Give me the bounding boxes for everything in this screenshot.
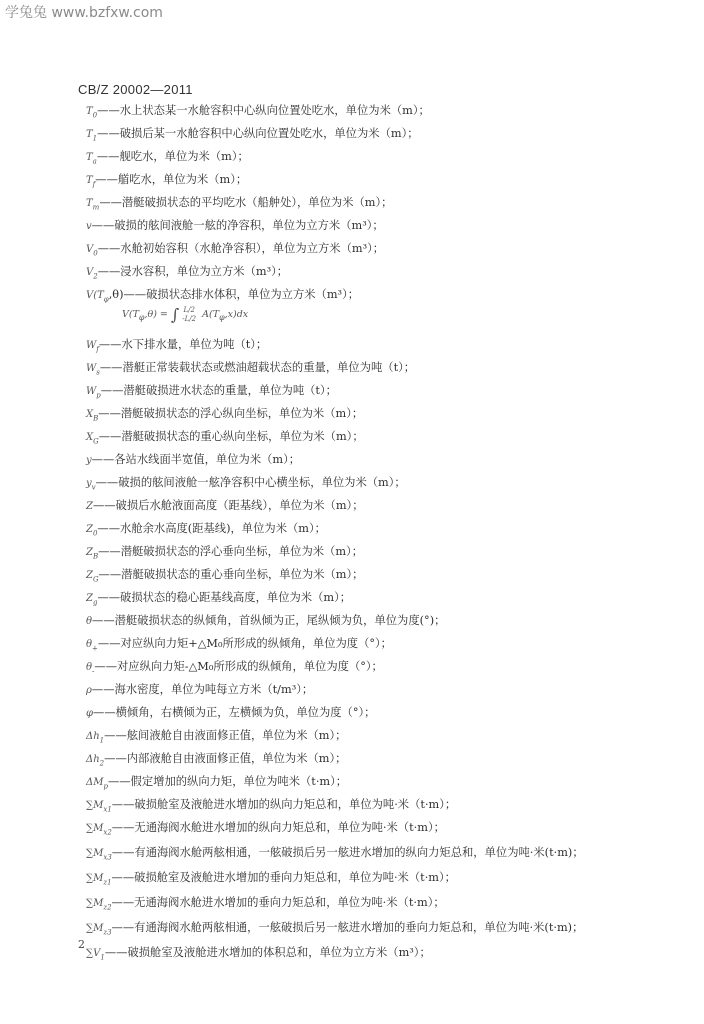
formula-rhs: A(T <box>202 309 220 320</box>
definition-text: ——水舱初始容积（水舱净容积），单位为立方米（m³）； <box>97 242 385 255</box>
definition-symbol: Z <box>86 593 93 604</box>
definition-row <box>86 150 249 168</box>
definition-row <box>86 568 363 586</box>
definition-row <box>86 660 383 678</box>
page-number: 2 <box>78 938 85 951</box>
integral-lower: -L/2 <box>182 314 197 323</box>
definition-text: ——潜艇破损状态的浮心纵向坐标，单位为米（m）； <box>98 407 364 420</box>
definition-symbol: ΔM <box>86 777 104 788</box>
definition-symbol: y <box>86 478 92 489</box>
definition-symbol: y <box>86 455 92 466</box>
definition-row <box>86 522 326 540</box>
definition-text: ——破损舱室及液舱进水增加的纵向力矩总和，单位为吨·米（t·m）； <box>111 798 457 811</box>
definition-text: ——无通海阀水舱进水增加的垂向力矩总和，单位为吨·米（t·m）； <box>111 896 445 909</box>
definition-text: ——破损状态的稳心距基线高度，单位为米（m）； <box>97 591 352 604</box>
definition-row <box>86 775 347 793</box>
definition-subscript: s <box>96 368 100 377</box>
definition-symbol: v <box>86 221 92 232</box>
definition-text: ——水下排水量，单位为吨（t）； <box>98 338 268 351</box>
definition-symbol: X <box>86 432 94 443</box>
definition-text: ——对应纵向力矩+△M₀所形成的纵倾角，单位为度（°）； <box>97 637 392 650</box>
definition-subscript: g <box>92 598 98 607</box>
definition-text: ——破损后水舱液面高度（距基线），单位为米（m）； <box>92 499 364 512</box>
definition-text: ——潜艇破损状态的纵倾角，首纵倾为正，尾纵倾为负，单位为度(°)； <box>92 614 446 627</box>
definition-text: ——各站水线面半宽值，单位为米（m）； <box>91 453 301 466</box>
definition-subscript: x3 <box>103 853 112 862</box>
definition-subscript: x2 <box>103 828 112 837</box>
definition-subscript: - <box>92 667 95 676</box>
definition-symbol: T <box>86 106 93 117</box>
definition-row <box>86 545 363 563</box>
definition-row <box>86 338 267 356</box>
definition-text: ——潜艇破损状态的浮心垂向坐标，单位为米（m）； <box>98 545 364 558</box>
definition-symbol: ∑M <box>86 800 104 811</box>
definition-text: ——水舱余水高度(距基线)，单位为米（m）； <box>97 522 326 535</box>
definition-subscript: 1 <box>99 736 105 745</box>
definition-row <box>86 476 406 494</box>
definition-row <box>86 729 346 747</box>
integral-upper: L/2 <box>183 305 195 314</box>
definition-text: ——浸水容积，单位为立方米（m³）； <box>97 265 289 278</box>
definition-text: ——舷间液舱自由液面修正值，单位为米（m）； <box>104 729 347 742</box>
definition-subscript: φ <box>103 295 109 304</box>
definition-symbol: ∑M <box>86 823 104 834</box>
definition-row <box>86 846 584 864</box>
formula-lhs: V(T <box>122 309 139 320</box>
definition-row <box>86 219 384 237</box>
definition-symbol: V(T <box>86 290 104 301</box>
definition-symbol: V <box>86 267 94 278</box>
definition-row <box>86 499 364 517</box>
definition-symbol: Z <box>86 524 93 535</box>
definition-subscript: x1 <box>103 805 112 814</box>
definition-text: ——潜艇破损状态的重心垂向坐标，单位为米（m）； <box>98 568 364 581</box>
definition-text: ——有通海阀水舱两舷相通，一舷破损后另一舷进水增加的纵向力矩总和，单位为吨·米(t·m)； <box>111 846 584 859</box>
definition-symbol: T <box>86 129 93 140</box>
definition-row <box>86 288 359 306</box>
definition-subscript: 1 <box>92 134 98 143</box>
definition-row <box>86 407 363 425</box>
definition-row <box>86 798 456 816</box>
definition-text: ——破损的舷间液舱一舷的净容积，单位为立方米（m³）； <box>91 219 384 232</box>
definition-text: ——海水密度，单位为吨每立方米（t/m³）； <box>91 683 314 696</box>
definition-row <box>86 821 445 839</box>
definition-subscript: B <box>93 414 99 423</box>
definition-text: ——舰吃水，单位为米（m）； <box>96 150 249 163</box>
definition-row <box>86 614 445 632</box>
definition-symbol: T <box>86 152 93 163</box>
definition-row <box>86 430 364 448</box>
definition-text: ——潜艇破损状态的平均吃水（船舯处），单位为米（m）； <box>99 196 393 209</box>
definition-text: ——破损后某一水舱容积中心纵向位置处吃水，单位为米（m）； <box>97 127 419 140</box>
definition-row <box>86 265 288 283</box>
definition-text: ——横倾角，右横倾为正，左横倾为负，单位为度（°）； <box>93 706 376 719</box>
definition-subscript: 0 <box>93 249 98 258</box>
formula-lhs-rest: ,θ) = <box>144 309 168 320</box>
definition-symbol: ∑M <box>86 898 104 909</box>
definition-symbol: Z <box>86 547 93 558</box>
definition-symbol: θ <box>86 616 93 627</box>
definition-row <box>86 921 583 939</box>
definition-text: ——潜艇破损进水状态的重量，单位为吨（t）； <box>100 384 337 397</box>
definition-text: ——破损舱室及液舱进水增加的垂向力矩总和，单位为吨·米（t·m）； <box>111 871 456 884</box>
definition-symbol: T <box>86 175 93 186</box>
definition-subscript: f <box>96 345 99 354</box>
definition-symbol: Z <box>86 570 93 581</box>
definition-symbol: θ <box>86 662 93 673</box>
definition-row <box>86 242 384 260</box>
definition-row <box>86 361 415 379</box>
definition-text: ——破损的舷间液舱一舷净容积中心横坐标，单位为米（m）； <box>95 476 406 489</box>
definition-symbol: ∑M <box>86 848 104 859</box>
definition-symbol: φ <box>86 708 94 719</box>
definition-subscript: m <box>92 203 100 212</box>
definition-symbol: W <box>86 363 97 374</box>
formula-rhs-rest: ,x)dx <box>224 309 249 320</box>
definition-text: ——假定增加的纵向力矩，单位为吨米（t·m）； <box>107 775 348 788</box>
definition-subscript: v <box>91 483 96 492</box>
definition-text: ——无通海阀水舱进水增加的纵向力矩总和，单位为吨·米（t·m）； <box>111 821 445 834</box>
document-code: CB/Z 20002—2011 <box>78 82 193 97</box>
definition-row <box>86 104 430 122</box>
definition-subscript: 0 <box>92 529 98 538</box>
formula-lhs-sub: φ <box>138 312 145 322</box>
definition-text: ——水上状态某一水舱容积中心纵向位置处吃水，单位为米（m）； <box>97 104 430 117</box>
definition-row <box>86 946 431 964</box>
definition-row <box>86 706 375 724</box>
definition-text: ,θ)——破损状态排水体积，单位为立方米（m³）； <box>108 288 360 301</box>
definition-subscript: a <box>92 157 97 166</box>
definition-subscript: 0 <box>92 111 98 120</box>
definition-subscript: G <box>92 575 99 584</box>
definition-subscript: z2 <box>103 903 112 912</box>
definition-row <box>86 752 346 770</box>
definition-subscript: z3 <box>103 928 112 937</box>
definition-subscript: 2 <box>93 272 98 281</box>
definition-text: ——内部液舱自由液面修正值，单位为米（m）； <box>104 752 347 765</box>
definition-row <box>86 173 247 191</box>
definition-symbol: Δh <box>86 754 100 765</box>
definition-symbol: ρ <box>86 685 92 696</box>
integral-icon: ∫ <box>170 305 180 324</box>
definition-symbol: ∑M <box>86 873 104 884</box>
definition-symbol: Δh <box>86 731 100 742</box>
definition-row <box>86 196 392 214</box>
definition-text: ——艏吃水，单位为米（m）； <box>95 173 248 186</box>
definition-subscript: B <box>92 552 99 561</box>
definition-row <box>86 453 300 471</box>
definition-row <box>86 591 351 609</box>
definition-symbol: θ <box>86 639 93 650</box>
definition-symbol: V <box>86 244 94 255</box>
definition-row <box>86 896 445 914</box>
definition-row <box>86 637 392 655</box>
definition-row <box>86 683 313 701</box>
definition-symbol: X <box>86 409 94 420</box>
definition-subscript: 1 <box>100 953 105 962</box>
definition-text: ——有通海阀水舱两舷相通，一舷破损后另一舷进水增加的垂向力矩总和，单位为吨·米(t·m)； <box>111 921 584 934</box>
definition-subscript: + <box>92 644 98 653</box>
definition-text: ——潜艇破损状态的重心纵向坐标，单位为米（m）； <box>98 430 364 443</box>
definition-subscript: p <box>96 391 101 400</box>
definition-subscript: p <box>103 782 108 791</box>
definition-text: ——对应纵向力矩-△M₀所形成的纵倾角，单位为度（°）； <box>94 660 383 673</box>
definition-symbol: T <box>86 198 93 209</box>
volume-formula <box>122 305 248 324</box>
definition-subscript: G <box>93 437 99 446</box>
definition-symbol: W <box>86 340 97 351</box>
definition-symbol: ∑V <box>86 948 101 959</box>
definition-symbol: W <box>86 386 97 397</box>
definition-row <box>86 871 456 889</box>
definition-symbol: ∑M <box>86 923 104 934</box>
definition-text: ——破损舱室及液舱进水增加的体积总和，单位为立方米（m³）； <box>104 946 431 959</box>
formula-rhs-sub: φ <box>219 312 225 322</box>
definition-text: ——潜艇正常装载状态或燃油超载状态的重量，单位为吨（t）； <box>99 361 416 374</box>
definition-row <box>86 127 419 145</box>
watermark-text: 学兔兔 www.bzfxw.com <box>5 5 163 21</box>
definition-row <box>86 384 337 402</box>
definition-subscript: 2 <box>99 759 105 768</box>
definition-symbol: Z <box>86 501 93 512</box>
definition-subscript: z1 <box>103 878 112 887</box>
definition-subscript: f <box>92 180 96 189</box>
integral-limits <box>182 306 196 324</box>
